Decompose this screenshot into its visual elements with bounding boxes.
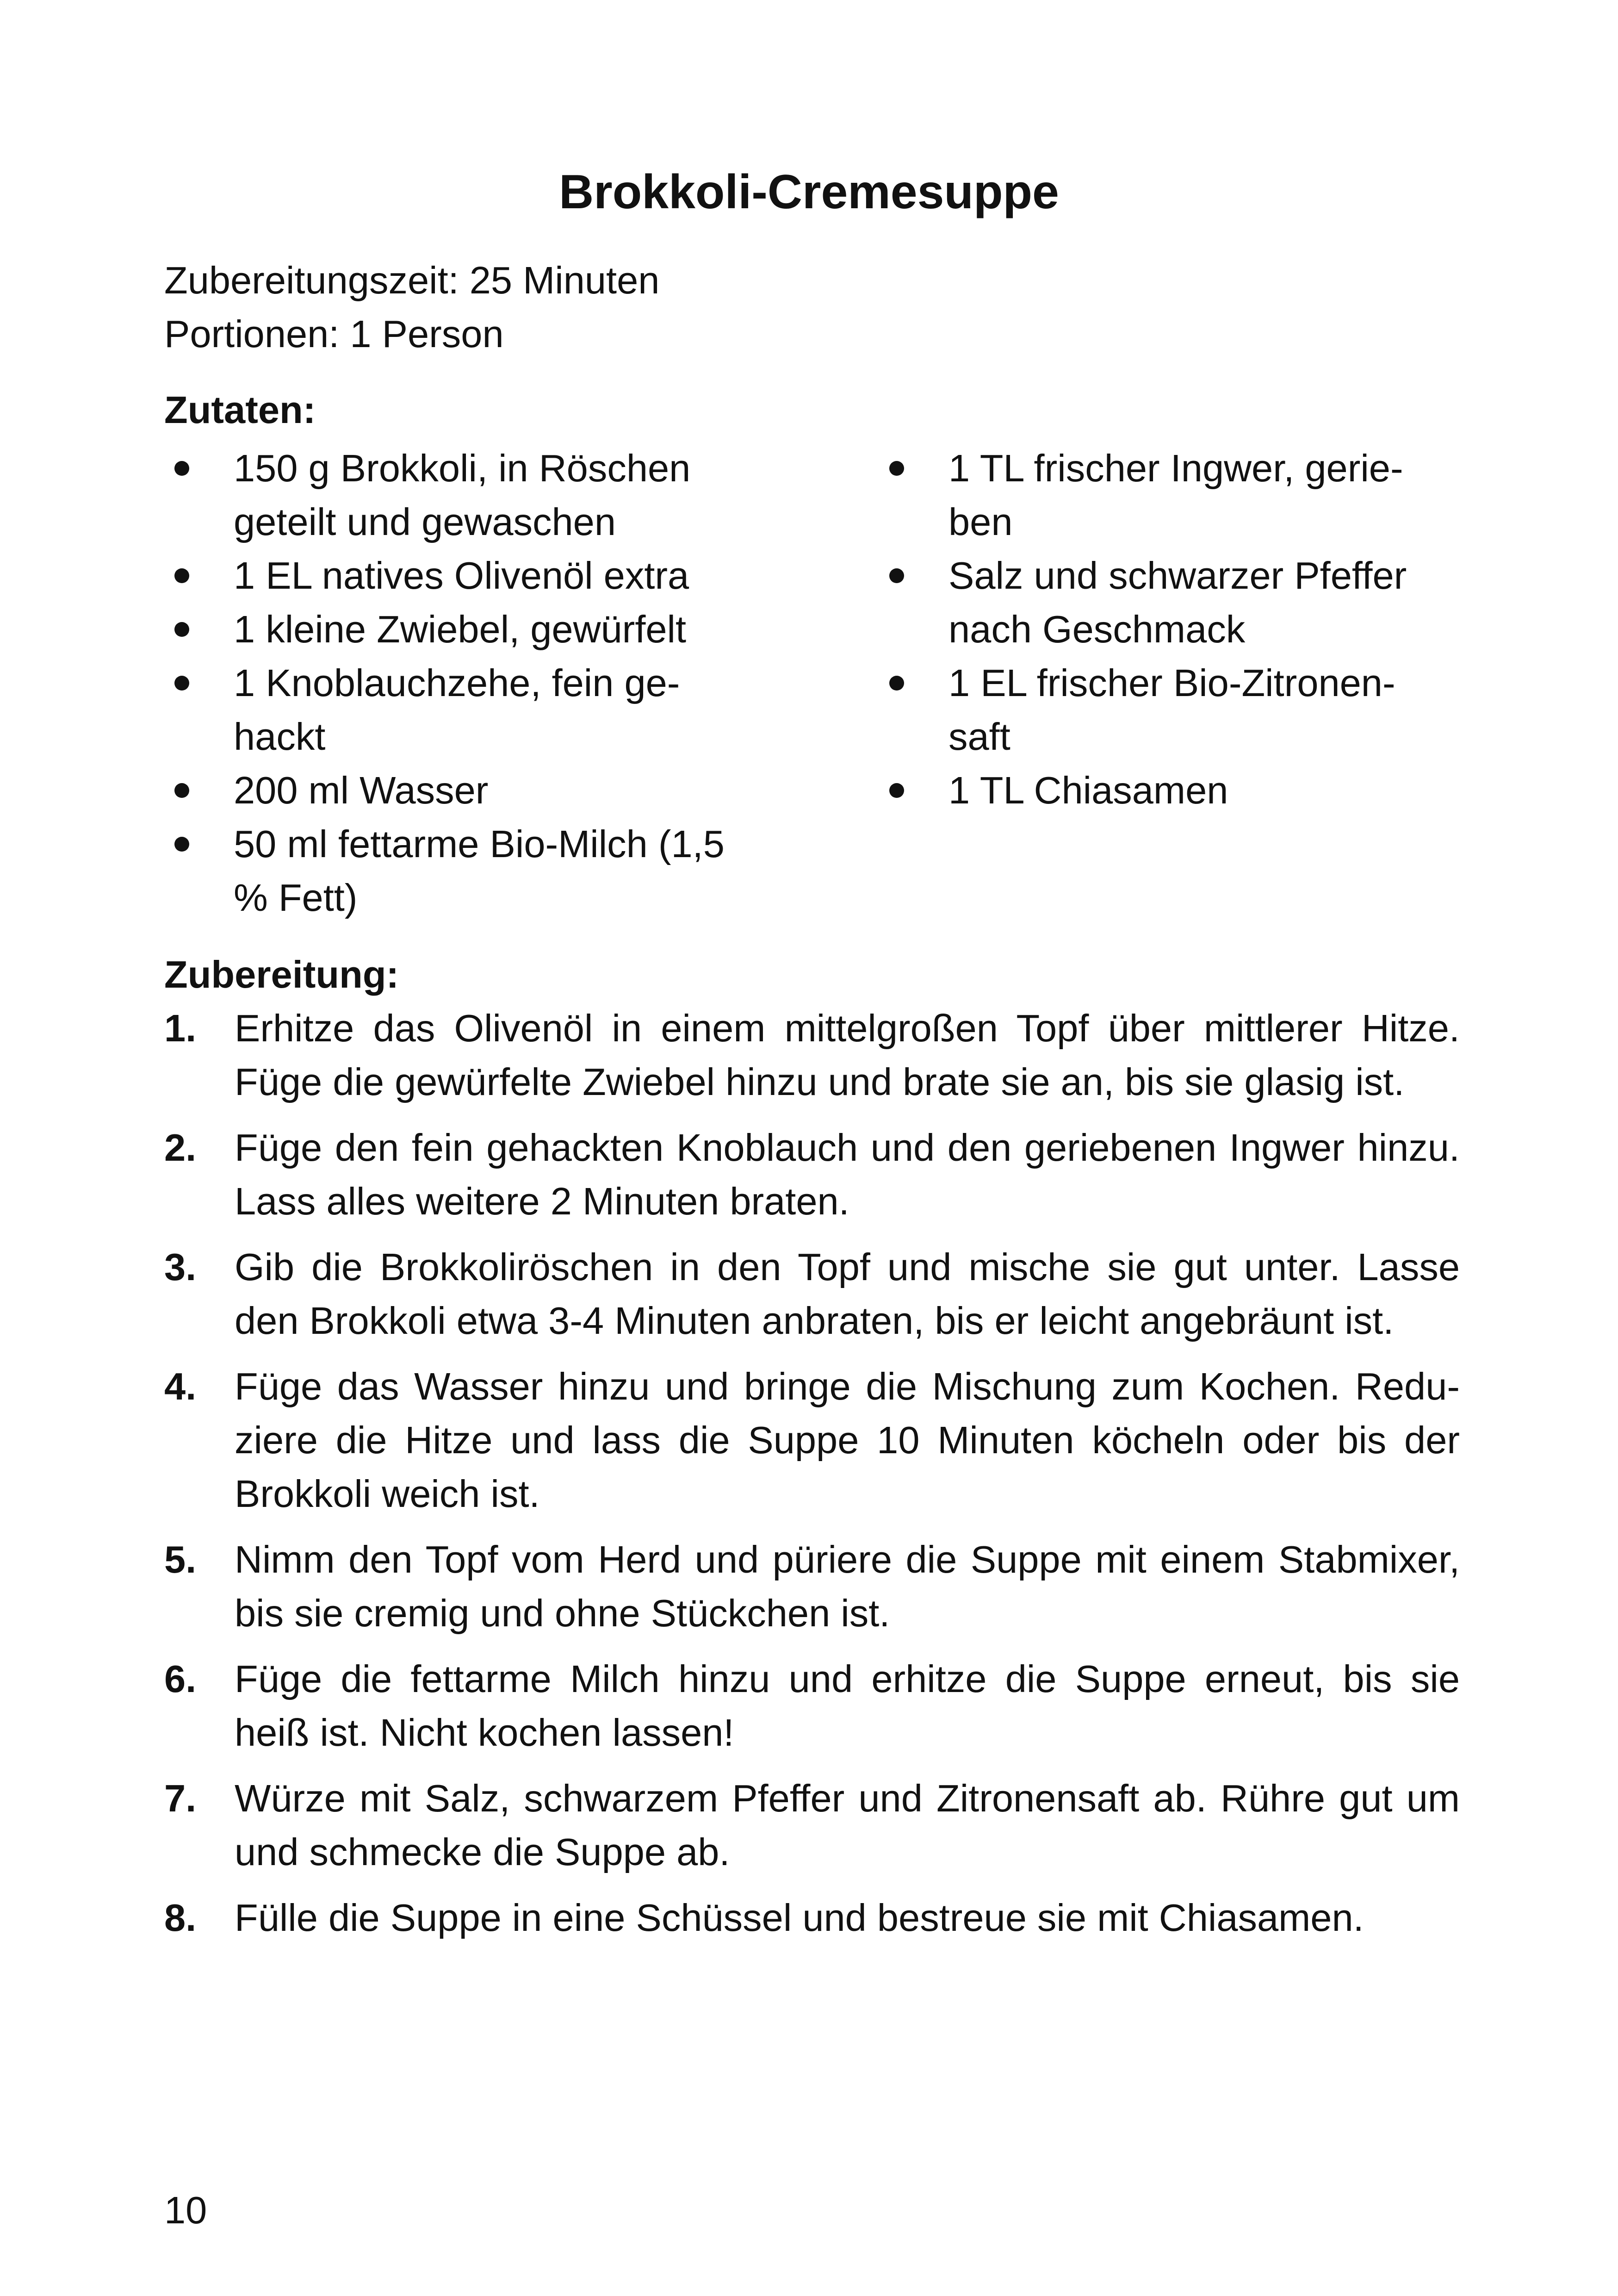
ingredient-line: nach Geschmack [948, 608, 1246, 651]
prep-time: Zubereitungszeit: 25 Minuten [164, 259, 660, 302]
bullet-icon [174, 783, 189, 798]
step-line: Lass alles weitere 2 Minuten braten. [235, 1180, 849, 1223]
ingredient-item [879, 656, 1448, 764]
ingredient-item [164, 603, 780, 656]
ingredient-item [164, 442, 780, 549]
step-item [164, 1360, 1460, 1521]
step-number: 8. [164, 1896, 197, 1939]
ingredient-item [164, 817, 780, 925]
ingredient-item [164, 764, 780, 817]
ingredient-item [879, 764, 1448, 817]
step-line: bis sie cremig und ohne Stückchen ist. [235, 1592, 890, 1635]
step-item [164, 1772, 1460, 1879]
step-item [164, 1121, 1460, 1228]
ingredient-line: 1 EL frischer Bio-Zitronen- [948, 661, 1395, 704]
step-number: 5. [164, 1538, 197, 1581]
step-number: 7. [164, 1777, 197, 1820]
ingredient-item [164, 549, 780, 603]
ingredient-line: 1 EL natives Olivenöl extra [234, 554, 689, 597]
page-number: 10 [164, 2189, 207, 2232]
step-number: 1. [164, 1007, 197, 1050]
ingredient-line: Salz und schwarzer Pfeffer [948, 554, 1407, 597]
step-line: Füge den fein gehackten Knoblauch und den geriebenen Ingwer hinzu. [235, 1126, 1460, 1169]
step-number: 3. [164, 1245, 197, 1288]
ingredient-line: 50 ml fettarme Bio-Milch (1,5 [234, 822, 725, 865]
step-line: Füge das Wasser hinzu und bringe die Mischung zum Kochen. Redu- [235, 1365, 1460, 1408]
ingredients-left-column [164, 442, 780, 925]
step-line: Füge die fettarme Milch hinzu und erhitze die Suppe erneut, bis sie [235, 1657, 1460, 1700]
bullet-icon [174, 568, 189, 583]
recipe-meta [164, 254, 659, 361]
step-number: 4. [164, 1365, 197, 1408]
ingredients-right-column [879, 442, 1448, 817]
ingredient-line: ben [948, 500, 1013, 543]
ingredient-item [879, 442, 1448, 549]
step-item [164, 1002, 1460, 1109]
steps-heading: Zubereitung: [164, 953, 399, 996]
step-line: und schmecke die Suppe ab. [235, 1830, 730, 1873]
steps-list [164, 1002, 1460, 1957]
ingredient-line: % Fett) [234, 876, 358, 919]
step-line: Erhitze das Olivenöl in einem mittelgroßen Topf über mittlerer Hitze. [235, 1007, 1460, 1050]
step-item [164, 1240, 1460, 1348]
servings: Portionen: 1 Person [164, 312, 504, 355]
bullet-icon [889, 676, 904, 691]
bullet-icon [174, 837, 189, 852]
ingredient-item [164, 656, 780, 764]
step-line: Brokkoli weich ist. [235, 1472, 540, 1515]
step-line: Fülle die Suppe in eine Schüssel und bestreue sie mit Chiasamen. [235, 1896, 1364, 1939]
ingredient-line: 200 ml Wasser [234, 769, 489, 812]
bullet-icon [889, 461, 904, 476]
ingredient-line: 1 TL frischer Ingwer, gerie- [948, 447, 1403, 490]
step-number: 2. [164, 1126, 197, 1169]
ingredient-item [879, 549, 1448, 656]
step-line: Würze mit Salz, schwarzem Pfeffer und Zitronensaft ab. Rühre gut um [235, 1777, 1460, 1820]
ingredient-line: saft [948, 715, 1010, 758]
step-line: Füge die gewürfelte Zwiebel hinzu und brate sie an, bis sie glasig ist. [235, 1060, 1405, 1103]
step-line: Gib die Brokkoliröschen in den Topf und mische sie gut unter. Lasse [235, 1245, 1460, 1288]
ingredients-heading: Zutaten: [164, 388, 316, 431]
ingredient-line: 1 kleine Zwiebel, gewürfelt [234, 608, 687, 651]
step-line: Nimm den Topf vom Herd und püriere die Suppe mit einem Stabmixer, [235, 1538, 1460, 1581]
step-number: 6. [164, 1657, 197, 1700]
ingredient-line: 1 Knoblauchzehe, fein ge- [234, 661, 680, 704]
bullet-icon [889, 783, 904, 798]
step-item [164, 1533, 1460, 1640]
bullet-icon [889, 568, 904, 583]
bullet-icon [174, 461, 189, 476]
step-item [164, 1652, 1460, 1760]
step-line: den Brokkoli etwa 3-4 Minuten anbraten, bis er leicht angebräunt ist. [235, 1299, 1394, 1342]
step-item [164, 1891, 1460, 1945]
bullet-icon [174, 622, 189, 637]
ingredient-line: geteilt und gewaschen [234, 500, 616, 543]
step-line: heiß ist. Nicht kochen lassen! [235, 1711, 734, 1754]
bullet-icon [174, 676, 189, 691]
step-line: ziere die Hitze und lass die Suppe 10 Minuten köcheln oder bis der [235, 1419, 1460, 1462]
ingredient-line: 150 g Brokkoli, in Röschen [234, 447, 691, 490]
page-title: Brokkoli-Cremesuppe [559, 165, 1059, 219]
ingredient-line: hackt [234, 715, 326, 758]
ingredient-line: 1 TL Chiasamen [948, 769, 1228, 812]
